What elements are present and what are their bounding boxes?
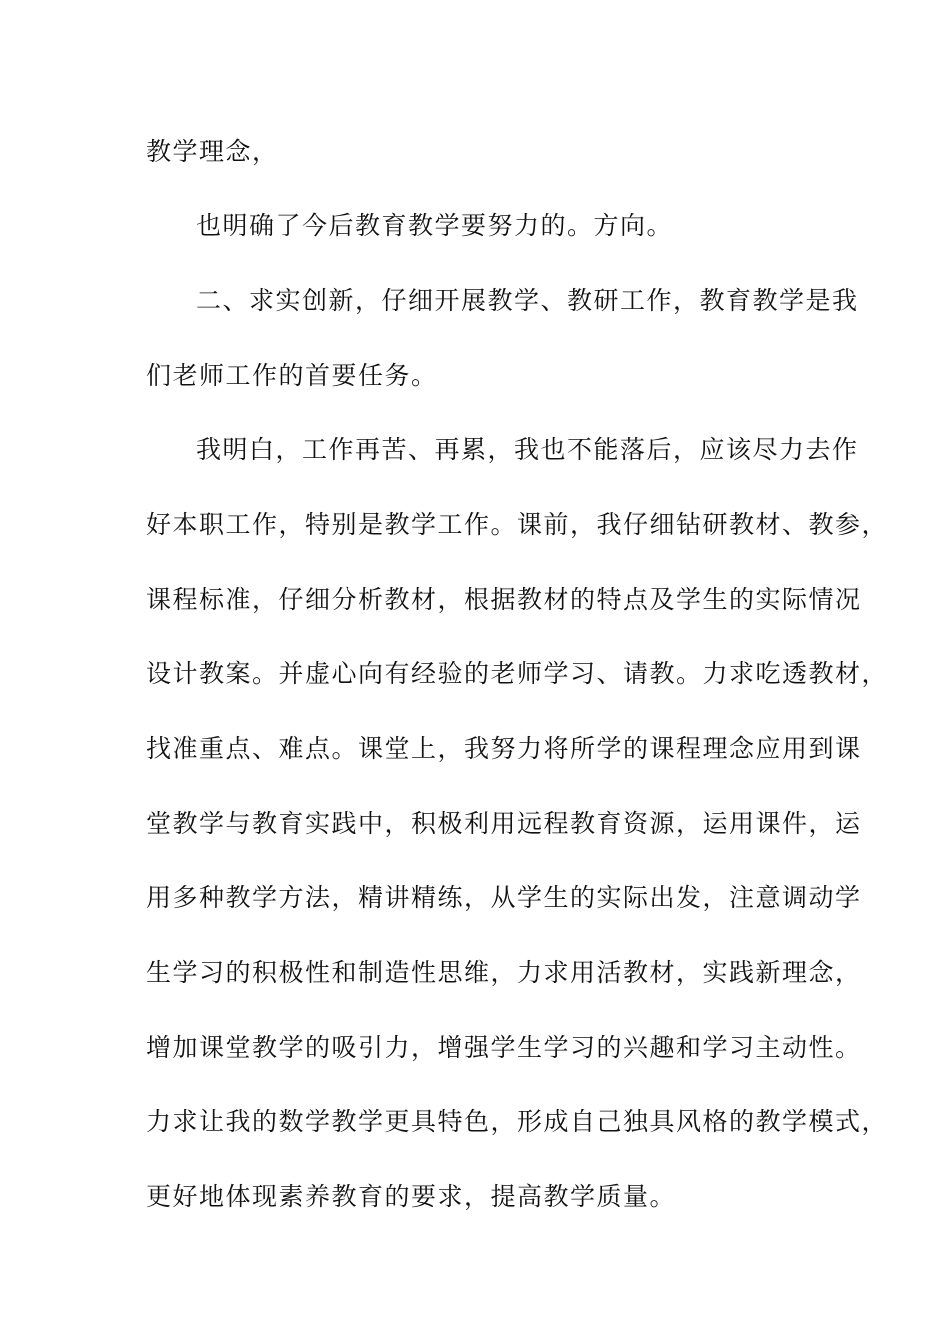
text-line: 生学习的积极性和制造性思维，力求用活教材，实践新理念，: [146, 958, 862, 987]
text-line: 二、求实创新，仔细开展教学、教研工作，教育教学是我: [196, 286, 859, 315]
text-line: 课程标准，仔细分析教材，根据教材的特点及学生的实际情况: [146, 585, 862, 614]
text-line: 们老师工作的首要任务。: [146, 361, 438, 390]
text-line: 用多种教学方法，精讲精练，从学生的实际出发，注意调动学: [146, 883, 862, 912]
text-line: 更好地体现素养教育的要求，提高教学质量。: [146, 1182, 677, 1211]
text-line: 找准重点、难点。课堂上，我努力将所学的课程理念应用到课: [146, 734, 862, 763]
text-line: 堂教学与教育实践中，积极利用远程教育资源，运用课件，运: [146, 809, 862, 838]
text-line: 增加课堂教学的吸引力，增强学生学习的兴趣和学习主动性。: [146, 1033, 862, 1062]
text-line: 设计教案。并虚心向有经验的老师学习、请教。力求吃透教材，: [146, 659, 889, 688]
text-line: 教学理念，: [146, 137, 279, 166]
text-line: 我明白，工作再苦、再累，我也不能落后，应该尽力去作: [196, 435, 859, 464]
text-line: 也明确了今后教育教学要努力的。方向。: [196, 211, 674, 240]
text-line: 力求让我的数学教学更具特色，形成自己独具风格的教学模式，: [146, 1107, 889, 1136]
text-line: 好本职工作，特别是教学工作。课前，我仔细钻研教材、教参，: [146, 510, 889, 539]
